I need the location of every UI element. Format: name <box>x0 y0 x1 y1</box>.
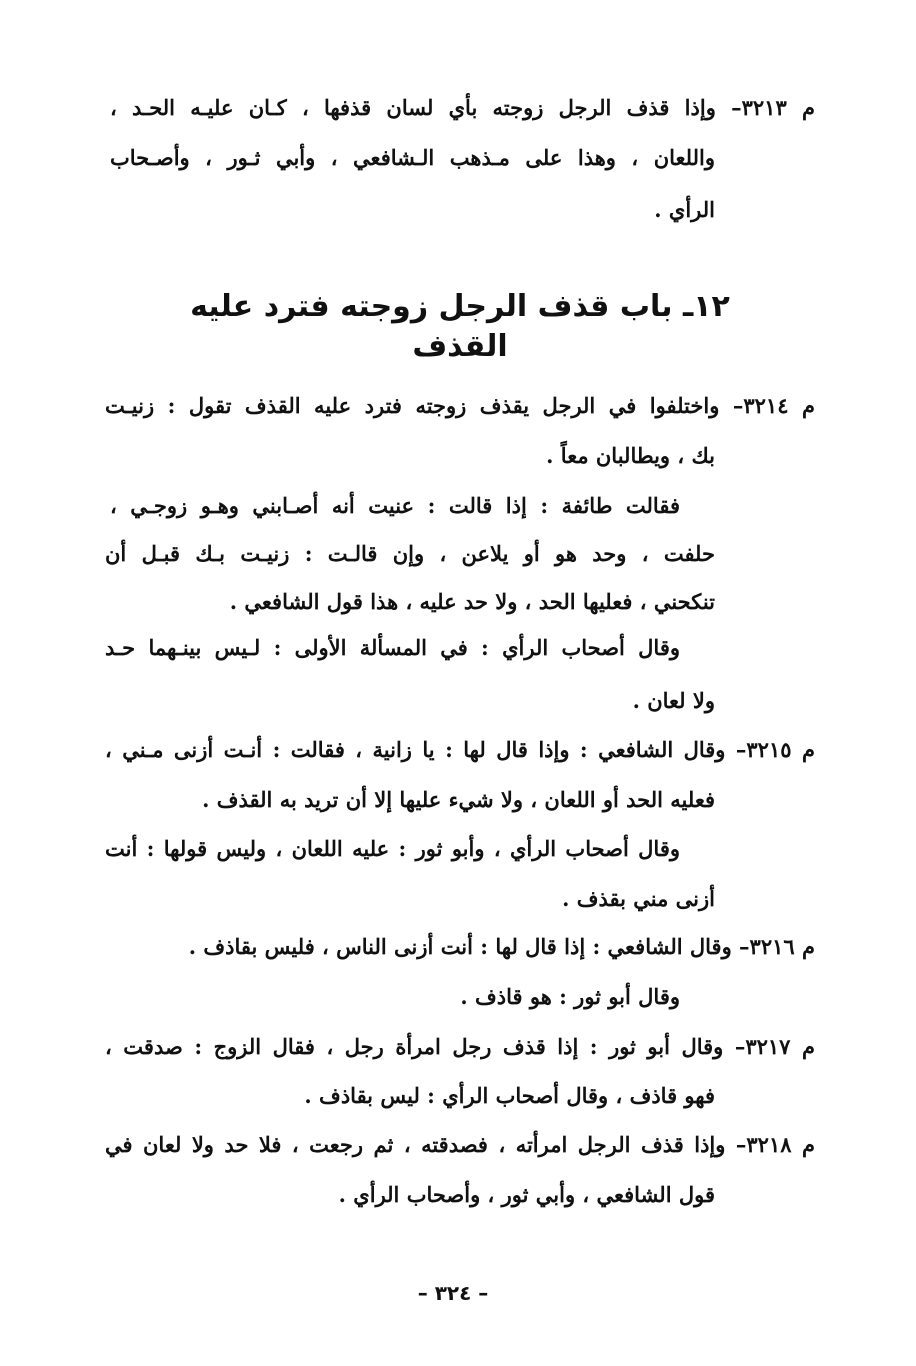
paragraph-3217-line-2: فهو قاذف ، وقال أصحاب الرأي : ليس بقاذف . <box>304 1083 715 1108</box>
paragraph-3215-line-3: وقال أصحاب الرأي ، وأبو ثور : عليه اللعان ، وليس قولها : أنت <box>105 836 680 861</box>
paragraph-3215-line-4: أزنى مني بقذف . <box>562 886 715 911</box>
paragraph-3214-line-6: وقال أصحاب الرأي : في المسألة الأولى : لـيس بينـهما حـد <box>105 635 680 660</box>
paragraph-3214-line-3: فقالت طائفة : إذا قالت : عنيت أنه أصـابني وهـو زوجـي ، <box>110 493 680 518</box>
paragraph-3213-line-3: الرأي . <box>654 197 715 222</box>
paragraph-3214-line-1: م ٣٢١٤– واختلفوا في الرجل يقذف زوجته فترد عليه القذف تقول : زنيـت <box>105 393 815 418</box>
paragraph-3218-line-1: م ٣٢١٨– وإذا قذف الرجل امرأته ، فصدقته ، ثم رجعت ، فلا حد ولا لعان في <box>105 1132 815 1157</box>
paragraph-3214-line-7: ولا لعان . <box>632 688 715 713</box>
paragraph-3214-line-4: حلفت ، وحد هو أو يلاعن ، وإن قالـت : زنيـت بـك قبـل أن <box>105 541 715 566</box>
paragraph-3215-line-2: فعليه الحد أو اللعان ، ولا شيء عليها إلا أن تريد به القذف . <box>202 787 715 812</box>
paragraph-3214-line-2: بك ، ويطالبان معاً . <box>546 443 715 468</box>
section-heading: ١٢ـ باب قذف الرجل زوجته فترد عليه القذف <box>190 289 730 364</box>
paragraph-3213-line-2: واللعان ، وهذا على مـذهب الـشافعي ، وأبي ثـور ، وأصـحاب <box>110 145 715 170</box>
page-number: – ٣٢٤ – <box>417 1281 489 1305</box>
paragraph-3217-line-1: م ٣٢١٧– وقال أبو ثور : إذا قذف رجل امرأة رجل ، فقال الزوج : صدقت ، <box>105 1034 815 1059</box>
paragraph-3215-line-1: م ٣٢١٥– وقال الشافعي : وإذا قال لها : يا زانية ، فقالت : أنـت أزنى مـني ، <box>105 737 815 762</box>
paragraph-3213-line-1: م ٣٢١٣– وإذا قذف الرجل زوجته بأي لسان قذفها ، كـان عليـه الحـد ، <box>110 95 815 120</box>
paragraph-3214-line-5: تنكحني ، فعليها الحد ، ولا حد عليه ، هذا قول الشافعي . <box>229 589 715 614</box>
paragraph-3218-line-2: قول الشافعي ، وأبي ثور ، وأصحاب الرأي . <box>338 1182 715 1207</box>
paragraph-3216-line-2: وقال أبو ثور : هو قاذف . <box>460 984 680 1009</box>
paragraph-3216-line-1: م ٣٢١٦– وقال الشافعي : إذا قال لها : أنت أزنى الناس ، فليس بقاذف . <box>188 934 815 959</box>
